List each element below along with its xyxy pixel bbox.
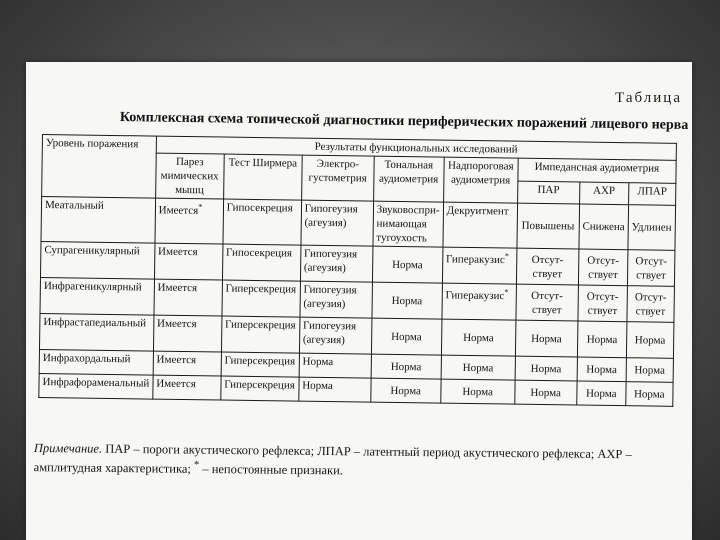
cell-lpar	[626, 382, 673, 407]
cell-axr-text: Снижена	[582, 220, 625, 234]
cell-lpar-text: Отсут-ствует	[635, 254, 668, 282]
cell-paresis	[154, 279, 222, 316]
cell-schirmer-text: Гиперсекреция	[224, 378, 295, 392]
cell-axr	[579, 204, 629, 250]
table-title: Комплексная схема топической диагностики периферических поражений лицевого нерва	[119, 110, 689, 133]
cell-lpar	[627, 250, 674, 287]
header-lpar: ЛПАР	[629, 182, 676, 205]
cell-axr	[578, 249, 628, 286]
table-body	[39, 197, 676, 407]
cell-tonal	[371, 378, 441, 403]
cell-paresis-text: Имеется	[157, 281, 198, 295]
cell-level	[39, 349, 153, 375]
cell-suprathreshold-text: Гиперакузис	[445, 253, 505, 267]
header-par: ПАР	[517, 181, 579, 204]
cell-lpar-text: Норма	[634, 333, 666, 347]
cell-lpar	[628, 205, 675, 251]
note-tail: – непостоянные признаки.	[202, 461, 344, 478]
cell-par	[517, 203, 580, 249]
header-results: Результаты функциональных исследований	[156, 136, 676, 160]
cell-paresis-text: Имеется	[158, 245, 198, 259]
cell-gustometry-text: Гипогеузия (агеузия)	[303, 247, 358, 275]
cell-level-text: Инфрагеникулярный	[43, 280, 142, 294]
cell-par-text: Норма	[531, 332, 562, 345]
cell-suprathreshold	[442, 247, 516, 284]
cell-tonal-text: Норма	[391, 330, 422, 343]
cell-paresis	[153, 351, 221, 376]
header-suprathreshold: Надпороговая аудиометрия	[443, 157, 518, 203]
cell-paresis	[154, 243, 222, 280]
cell-level-text: Меатальный	[44, 199, 104, 212]
inconstant-mark: *	[198, 202, 203, 212]
cell-gustometry-text: Гипогеузия (агеузия)	[303, 283, 357, 311]
table-label: Таблица	[615, 90, 682, 106]
cell-level-text: Инфрастапедиальный	[43, 316, 147, 330]
cell-par-text: Норма	[530, 386, 562, 399]
cell-suprathreshold-text: Норма	[463, 331, 494, 344]
table-note	[34, 440, 692, 482]
cell-paresis-text: Имеется	[156, 353, 197, 367]
cell-gustometry	[299, 377, 371, 402]
cell-tonal	[373, 201, 444, 247]
cell-suprathreshold-text: Норма	[462, 385, 494, 398]
cell-par	[516, 248, 578, 285]
cell-lpar-text: Отсут-ствует	[634, 290, 667, 318]
cell-paresis	[153, 375, 221, 400]
cell-level	[40, 241, 154, 279]
cell-gustometry	[300, 281, 372, 318]
cell-schirmer-text: Гипосекреция	[226, 246, 293, 260]
cell-schirmer	[221, 352, 299, 377]
cell-par	[516, 284, 578, 321]
cell-axr-text: Отсут-ствует	[586, 290, 619, 317]
cell-par	[515, 380, 577, 405]
cell-suprathreshold	[441, 319, 515, 356]
cell-gustometry-text: Норма	[302, 379, 333, 393]
header-paresis: Парез мимических мышц	[155, 153, 224, 199]
cell-tonal	[372, 246, 442, 283]
header-impedance: Импедансная аудиометрия	[518, 158, 676, 183]
cell-tonal-text: Норма	[392, 258, 423, 271]
cell-par-text: Повышены	[521, 219, 575, 233]
cell-lpar-text: Норма	[634, 363, 666, 377]
cell-level-text: Супрагеникулярный	[44, 244, 140, 258]
document-page	[26, 62, 692, 540]
header-axr: АХР	[579, 182, 629, 205]
cell-tonal-text: Норма	[390, 360, 422, 373]
cell-gustometry	[301, 200, 374, 246]
cell-schirmer	[221, 376, 299, 401]
cell-paresis-text: Имеется	[157, 317, 197, 331]
note-text: ПАР – пороги акустического рефлекса; ЛПАР – латентный период акустического рефлекса; АХР – амплитудная характеристика;	[33, 441, 632, 476]
cell-lpar	[626, 358, 673, 383]
header-level: Уровень поражения	[42, 135, 157, 199]
cell-axr-text: Норма	[586, 363, 617, 376]
cell-suprathreshold-text: Норма	[462, 361, 494, 374]
cell-gustometry	[299, 353, 371, 378]
cell-schirmer-text: Гиперсекреция	[225, 282, 297, 296]
cell-level-text: Инфрафораменальный	[42, 376, 150, 390]
header-tonal: Тональная аудиометрия	[373, 156, 444, 202]
cell-lpar	[627, 286, 674, 323]
cell-level	[39, 373, 153, 399]
diagnostic-table	[38, 134, 676, 407]
cell-gustometry	[299, 317, 371, 354]
cell-axr-text: Норма	[585, 387, 617, 400]
cell-axr	[578, 285, 628, 322]
cell-tonal-text: Звуковоспри-нимающая тугоухость	[376, 203, 440, 245]
note-label: Примечание.	[33, 440, 103, 456]
cell-tonal	[372, 282, 442, 319]
cell-tonal	[371, 354, 441, 379]
header-schirmer: Тест Ширмера	[223, 154, 302, 200]
cell-schirmer	[223, 199, 302, 245]
cell-schirmer-text: Гиперсекреция	[224, 354, 296, 368]
cell-suprathreshold	[442, 283, 516, 320]
cell-par-text: Норма	[530, 362, 562, 375]
cell-suprathreshold	[441, 379, 515, 404]
cell-lpar-text: Удлинен	[631, 221, 672, 234]
note-mark: *	[194, 459, 200, 471]
cell-suprathreshold-text: Декруитмент	[446, 204, 509, 218]
cell-paresis-text: Имеется	[158, 204, 199, 217]
cell-schirmer	[221, 316, 299, 353]
cell-lpar	[626, 322, 673, 359]
cell-paresis	[153, 315, 221, 352]
cell-level	[40, 277, 154, 315]
diagnostic-table-wrapper	[38, 134, 676, 407]
cell-axr	[577, 381, 627, 406]
cell-level	[39, 313, 153, 351]
cell-par	[515, 356, 577, 381]
cell-gustometry-text: Гипогеузия (агеузия)	[302, 319, 357, 347]
cell-lpar-text: Норма	[633, 387, 665, 401]
header-electrogustometry: Электро-густометрия	[301, 155, 374, 201]
cell-schirmer-text: Гиперсекреция	[225, 318, 296, 332]
cell-tonal-text: Норма	[390, 384, 422, 397]
cell-tonal-text: Норма	[391, 294, 423, 307]
cell-gustometry	[300, 245, 372, 282]
cell-par-text: Отсут-ствует	[531, 289, 563, 316]
cell-axr-text: Норма	[586, 333, 618, 346]
cell-axr	[577, 321, 627, 358]
cell-gustometry-text: Норма	[302, 355, 334, 369]
cell-paresis-text: Имеется	[156, 377, 196, 391]
cell-suprathreshold-text: Гиперакузис	[445, 289, 505, 303]
cell-par	[515, 320, 577, 357]
cell-schirmer-text: Гипосекреция	[226, 201, 293, 215]
cell-axr	[577, 357, 627, 382]
cell-level	[41, 197, 155, 244]
cell-suprathreshold	[443, 202, 518, 248]
cell-schirmer	[222, 244, 300, 281]
cell-suprathreshold	[441, 355, 515, 380]
cell-axr-text: Отсут-ствует	[587, 254, 620, 281]
cell-gustometry-text: Гипогеузия (агеузия)	[304, 202, 358, 230]
cell-level-text: Инфрахордальный	[42, 352, 131, 366]
cell-paresis	[155, 198, 224, 244]
cell-par-text: Отсут-ствует	[531, 253, 564, 280]
inconstant-mark: *	[504, 287, 509, 297]
cell-tonal	[371, 318, 441, 355]
cell-schirmer	[222, 280, 300, 317]
inconstant-mark: *	[504, 251, 509, 261]
